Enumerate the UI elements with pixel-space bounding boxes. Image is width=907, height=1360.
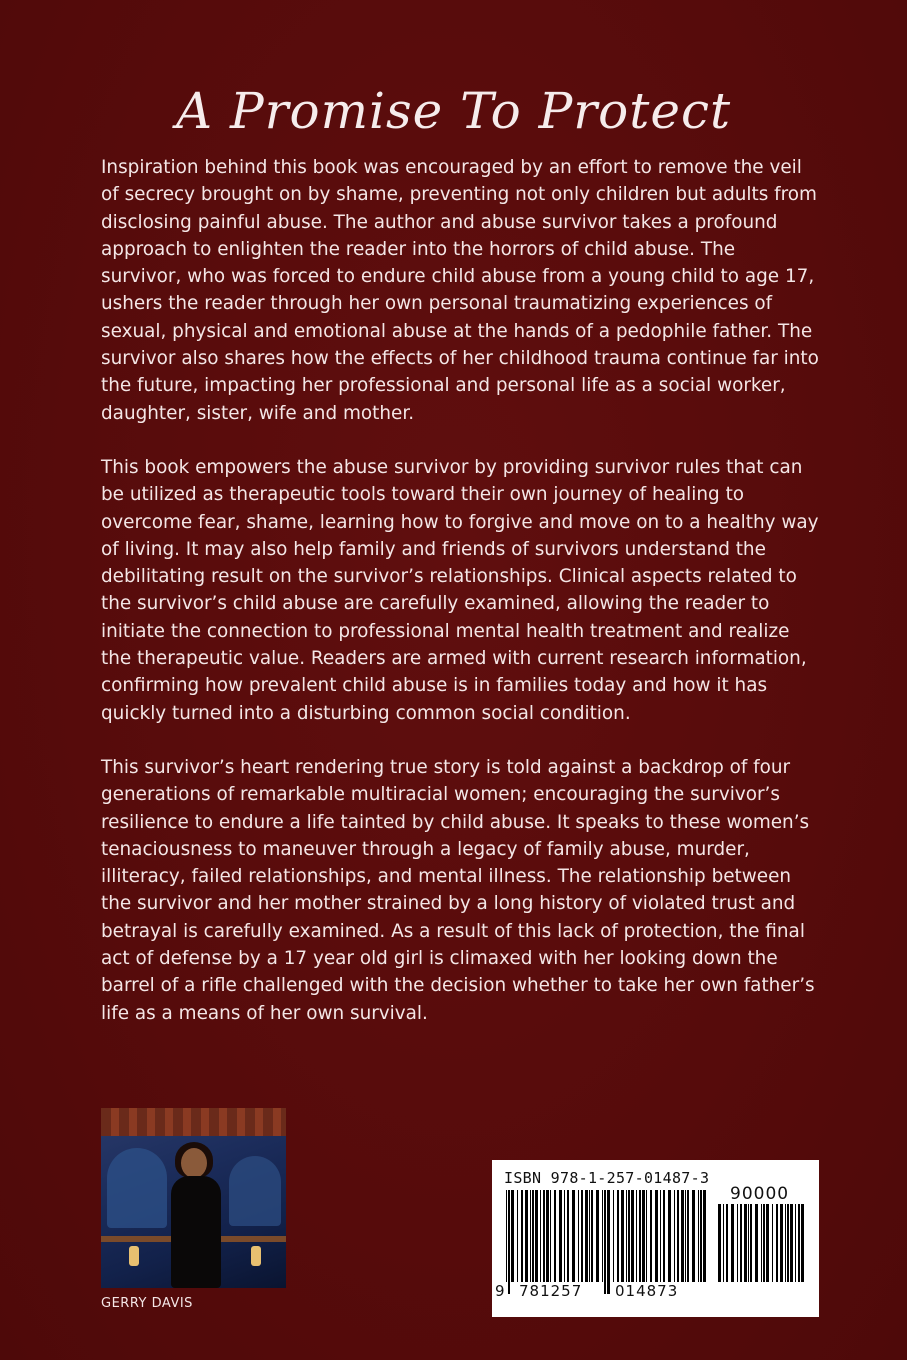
blurb-paragraph-1: Inspiration behind this book was encouraged by an effort to remove the veil of secrecy brought on by shame, preventing not only children but adults from disclosing painful abuse. The author and abuse survivor takes a profound approach to enlighten the reader into the horrors of child abuse. The survivor, who was forced to endure child abuse from a young child to age 17, ushers the reader through her own personal traumatizing experiences of sexual, physical and emotional abuse at the hands of a pedophile father. The survivor also shares how the effects of her childhood trauma continue far into the future, impacting her professional and personal life as a social worker, daughter, sister, wife and mother.	[101, 157, 819, 424]
barcode-bar	[585, 1190, 588, 1282]
barcode-bar	[698, 1190, 699, 1282]
barcode-digits-left: 781257	[519, 1282, 583, 1300]
barcode-bar	[674, 1190, 675, 1282]
barcode-bar	[761, 1204, 762, 1282]
barcode-bar	[602, 1190, 603, 1282]
author-photo	[101, 1108, 286, 1288]
barcode-bar	[772, 1204, 773, 1282]
barcode-bar	[621, 1190, 624, 1282]
barcode-bar	[567, 1190, 569, 1282]
barcode-bar	[660, 1190, 661, 1282]
barcode-bar	[543, 1190, 545, 1282]
barcode-bar	[790, 1204, 793, 1282]
barcode-bar	[650, 1190, 652, 1282]
barcode-bar	[617, 1190, 619, 1282]
barcode-bar	[718, 1204, 721, 1282]
barcode-bar	[540, 1190, 541, 1282]
barcode-bar	[737, 1204, 738, 1282]
barcode-bar	[763, 1204, 765, 1282]
barcode-bar	[776, 1204, 778, 1282]
barcode-bar	[755, 1204, 758, 1282]
barcode-bar	[787, 1204, 789, 1282]
barcode-bar	[564, 1190, 565, 1282]
author-name: GERRY DAVIS	[101, 1296, 193, 1311]
barcode-bar	[750, 1204, 752, 1282]
barcode-bar	[546, 1190, 549, 1282]
barcode-bar	[744, 1204, 747, 1282]
barcode-addon-bars	[716, 1204, 808, 1294]
barcode-bar	[700, 1190, 702, 1282]
barcode-bar	[798, 1204, 800, 1282]
barcode-bar	[508, 1190, 510, 1294]
barcode-bar	[685, 1190, 686, 1282]
barcode-bar	[572, 1190, 575, 1282]
barcode-bar	[554, 1190, 556, 1282]
barcode-bars	[504, 1190, 710, 1294]
barcode-bar	[785, 1204, 786, 1282]
barcode-bar	[668, 1190, 671, 1282]
barcode-bar	[535, 1190, 538, 1282]
barcode-bar	[521, 1190, 523, 1282]
barcode-bar	[642, 1190, 645, 1282]
barcode-bar	[591, 1190, 593, 1282]
barcode-bar	[506, 1190, 507, 1294]
barcode-bar	[525, 1190, 528, 1282]
barcode-bar	[748, 1204, 749, 1282]
barcode-bar	[604, 1190, 606, 1294]
barcode-bar	[589, 1190, 590, 1282]
isbn-barcode	[492, 1160, 819, 1317]
barcode-bar	[607, 1190, 610, 1294]
barcode-bar	[687, 1190, 689, 1282]
barcode-bar	[596, 1190, 599, 1282]
barcode-bar	[639, 1190, 641, 1282]
barcode-digits-right: 014873	[615, 1282, 679, 1300]
barcode-bar	[677, 1190, 679, 1282]
barcode-bar	[581, 1190, 583, 1282]
barcode-bar	[723, 1204, 724, 1282]
blurb-paragraph-2: This book empowers the abuse survivor by providing survivor rules that can be utilized as therapeutic tools toward their own journey of healing to overcome fear, shame, learning how to forgive and move on to a healthy way of living. It may also help family and friends of survivors understand the debilitating result on the survivor’s relationships. Clinical aspects related to the survivor’s child abuse are carefully examined, allowing the reader to initiate the connection to professional mental health treatment and realize the therapeutic value. Readers are armed with current research information, confirming how prevalent child abuse is in families today and how it has quickly turned into a disturbing common social condition.	[101, 457, 819, 724]
barcode-bar	[631, 1190, 634, 1282]
barcode-bar	[530, 1190, 531, 1282]
barcode-bar	[626, 1190, 627, 1282]
barcode-bar	[731, 1204, 734, 1282]
barcode-bar	[517, 1190, 518, 1282]
barcode-bar	[646, 1190, 647, 1282]
barcode-bar	[663, 1190, 665, 1282]
barcode-bar	[795, 1204, 796, 1282]
barcode-bar	[559, 1190, 562, 1282]
book-title: A Promise To Protect	[175, 82, 732, 140]
barcode-bar	[692, 1190, 695, 1282]
barcode-digit-first: 9	[495, 1282, 506, 1300]
barcode-bar	[511, 1190, 514, 1282]
barcode-bar	[780, 1204, 783, 1282]
barcode-bar	[613, 1190, 614, 1282]
barcode-bar	[766, 1204, 769, 1282]
barcode-bar	[550, 1190, 551, 1282]
barcode-bar	[532, 1190, 534, 1282]
barcode-bar	[636, 1190, 637, 1282]
blurb-paragraph-3: This survivor’s heart rendering true story is told against a backdrop of four generations of remarkable multiracial women; encouraging the survivor’s resilience to endure a life tainted by child abuse. It speaks to these women’s tenaciousness to maneuver through a legacy of family abuse, murder, illiteracy, failed relationships, and mental illness. The relationship between the survivor and her mother strained by a long history of violated trust and betrayal is carefully examined. As a result of this lack of protection, the final act of defense by a 17 year old girl is climaxed with her looking down the barrel of a rifle challenged with the decision whether to take her own father’s life as a means of her own survival.	[101, 757, 815, 1024]
barcode-bar	[801, 1204, 804, 1282]
barcode-bar	[740, 1204, 742, 1282]
price-code: 90000	[730, 1184, 790, 1204]
barcode-bar	[578, 1190, 579, 1282]
isbn-label: ISBN 978-1-257-01487-3	[504, 1169, 710, 1187]
barcode-bar	[726, 1204, 728, 1282]
barcode-bar	[703, 1190, 706, 1282]
barcode-bar	[628, 1190, 630, 1282]
barcode-bar	[655, 1190, 658, 1282]
barcode-bar	[681, 1190, 684, 1282]
